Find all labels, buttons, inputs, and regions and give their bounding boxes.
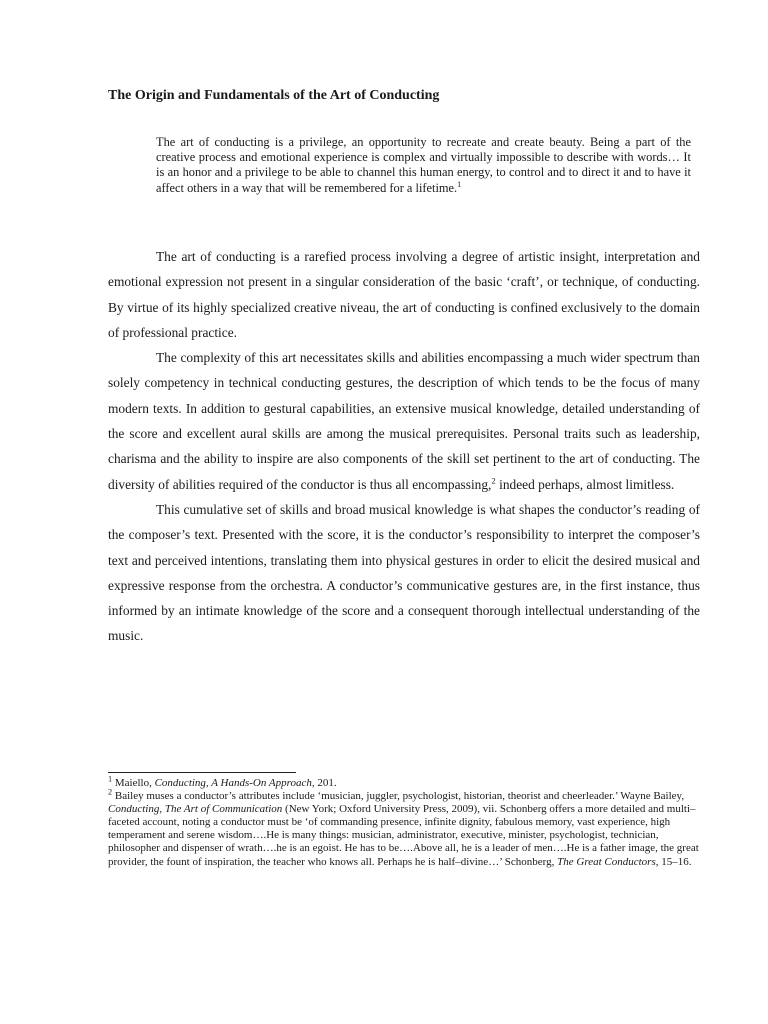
paragraph-text: The complexity of this art necessitates skills and abilities encompassing a much wider spectrum than solely competency in technical conducting gestures, the description of which tends to be the focus of many modern texts. In addition to gestural capabilities, an extensive musical knowledge, detailed understanding of the score and excellent aural skills are among the musical prerequisites. Personal traits such as leadership, charisma and the ability to inspire are also components of the skill set pertinent to the art of conducting. The diversity of abilities required of the conductor is thus all encompassing,	[108, 350, 700, 492]
footnote-number: 2	[108, 787, 113, 797]
footnote-text: , 15–16.	[655, 855, 692, 868]
footnote-ref-2[interactable]: 2	[491, 475, 496, 486]
body-text	[108, 244, 700, 649]
footnote-separator	[108, 772, 296, 773]
paragraph: The art of conducting is a rarefied process involving a degree of artistic insight, interpretation and emotional expression not present in a singular consideration of the basic ‘craft’, or technique, of conducting. By virtue of its highly specialized creative niveau, the art of conducting is confined exclusively to the domain of professional practice.	[108, 249, 700, 340]
footnote-text: Bailey muses a conductor’s attributes include ‘musician, juggler, psychologist, historian, theorist and cheerleader.’ Wayne Bailey,	[112, 790, 685, 803]
page-title: The Origin and Fundamentals of the Art of Conducting	[108, 88, 440, 103]
footnote-text: 201.	[314, 777, 337, 789]
citation-title: Conducting, A Hands-On Approach,	[154, 777, 315, 789]
paragraph-text: indeed perhaps, almost limitless.	[495, 476, 675, 492]
citation-title: The Great Conductors	[557, 855, 656, 868]
footnote-ref-1[interactable]: 1	[457, 179, 462, 189]
footnote-text: Maiello,	[112, 777, 155, 789]
citation-title: Conducting, The Art of Communication	[108, 803, 283, 816]
footnote-1	[108, 774, 700, 790]
epigraph-quote	[156, 135, 691, 196]
quote-text: The art of conducting is a privilege, an opportunity to recreate and create beauty. Being a part of the creative process and emotional experience is complex and virtually impossible to describe with words… It is an honor and a privilege to be able to channel this human energy, to control and to direct it and to have it affect others in a way that will be remembered for a lifetime.	[156, 135, 691, 195]
footnote-text: (New York; Oxford University Press, 2009), vii. Schonberg offers a more detailed and multi–faceted account, noting a conductor must be ‘of commanding presence, infinite dignity, fabulous memory, vast experience, high temperament and serene wisdom….He is many things: musician, administrator, executive, minister, psychologist, technician, philosopher and dispenser of wrath….he is an egoist. He has to be….Above all, he is a leader of men….He is a father image, the great provider, the fount of inspiration, the teacher who knows all. Perhaps he is half–divine…’ Schonberg,	[108, 803, 699, 868]
paragraph: This cumulative set of skills and broad musical knowledge is what shapes the conductor’s reading of the composer’s text. Presented with the score, it is the conductor’s responsibility to interpret the composer’s text and perceived intentions, translating them into physical gestures in order to elicit the desired musical and expressive response from the orchestra. A conductor’s communicative gestures are, in the first instance, thus informed by an intimate knowledge of the score and a consequent thorough intellectual understanding of the music.	[108, 501, 700, 644]
paragraph	[108, 345, 700, 497]
footnotes	[108, 774, 700, 869]
footnote-number: 1	[108, 774, 113, 784]
footnote-2	[108, 787, 700, 869]
